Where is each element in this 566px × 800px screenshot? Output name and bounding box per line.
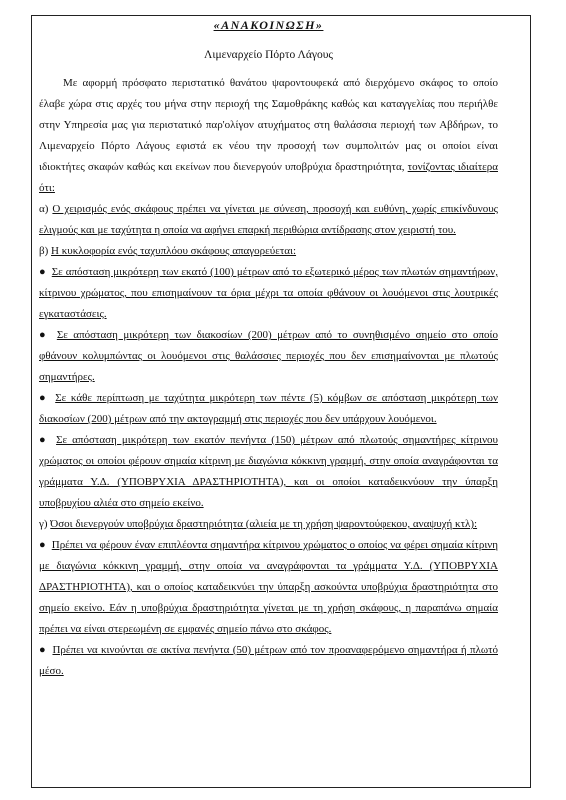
document-title: «ΑΝΑΚΟΙΝΩΣΗ» [213, 18, 324, 32]
bullet-icon: ● [39, 539, 46, 551]
item-a [39, 199, 498, 241]
b-bullet-3-text: Σε κάθε περίπτωση με ταχύτητα μικρότερη των πέντε (5) κόμβων σε απόσταση μικρότερη των διακοσίων (200) μέτρων από την ακτογραμμή στις περιοχές που δεν υπάρχουν λουόμενοι. [39, 392, 498, 425]
c-bullet-1 [39, 535, 498, 640]
item-b [39, 241, 498, 262]
b-bullet-4-text: Σε απόσταση μικρότερη των εκατόν πενήντα (150) μέτρων από πλωτούς σημαντήρες κίτρινου χρώματος οι οποίοι φέρουν σημαία κίτρινη με διαγώνια κόκκινη γραμμή, στην οποία αναγράφονται τα γράμματα Υ.Δ. (ΥΠΟΒΡΥΧΙΑ ΔΡΑΣΤΗΡΙΟΤΗΤΑ), και οι οποίοι καταδεικνύουν την ύπαρξη υποβρυχίου αλιέα στο σημείο εκείνο. [39, 434, 498, 509]
item-c-label: γ) [39, 518, 48, 530]
c-bullet-2 [39, 640, 498, 682]
b-bullet-1-text: Σε απόσταση μικρότερη των εκατό (100) μέτρων από το εξωτερικό μέρος των πλωτών σημαντήρων, κίτρινου χρώματος, που επισημαίνουν τα όρια μέχρι τα οποία φθάνουν οι λουόμενοι στις λουτρικές εγκαταστάσεις. [39, 266, 498, 320]
b-bullet-4 [39, 430, 498, 514]
item-a-label: α) [39, 203, 49, 215]
intro-paragraph [39, 73, 498, 199]
item-b-label: β) [39, 245, 49, 257]
b-bullet-2-text: Σε απόσταση μικρότερη των διακοσίων (200) μέτρων από το συνηθισμένο σημείο στο οποίο φθάνουν κολυμπώντας οι λουόμενοι στις θαλάσσιες περιοχές που δεν επισημαίνονται με πλωτούς σημαντήρες. [39, 329, 499, 383]
item-c-text: Όσοι διενεργούν υποβρύχια δραστηριότητα (αλιεία με τη χρήση ψαροντούφεκου, αναψυχή κτλ): [50, 518, 478, 530]
c-bullet-1-text: Πρέπει να φέρουν έναν επιπλέοντα σημαντήρα κίτρινου χρώματος ο οποίος να φέρει σημαία κίτρινη με διαγώνια κόκκινη γραμμή, στην οποία να αναγράφονται τα γράμματα Υ.Δ. (ΥΠΟΒΡΥΧΙΑ ΔΡΑΣΤΗΡΙΟΤΗΤΑ), και ο οποίος καταδεικνύει την ύπαρξη ασκούντα υποβρύχια δραστηριότητα στο σημείο εκείνο. Εάν η υποβρύχια δραστηριότητα γίνεται με τη χρήση σκάφους, η παραπάνω σημαία πρέπει να είναι στερεωμένη σε εμφανές σημείο πάνω στο σκάφος. [39, 539, 499, 635]
bullet-icon: ● [39, 644, 47, 656]
item-a-text: Ο χειρισμός ενός σκάφους πρέπει να γίνεται με σύνεση, προσοχή και ευθύνη, χωρίς επικίνδυνους ελιγμούς και με ταχύτητα η οποία να αφήνει επαρκή περιθώρια αντίδρασης στον χειριστή του. [39, 203, 498, 236]
item-b-text: Η κυκλοφορία ενός ταχυπλόου σκάφους απαγορεύεται: [51, 245, 297, 257]
c-bullet-2-text: Πρέπει να κινούνται σε ακτίνα πενήντα (50) μέτρων από τον προαναφερόμενο σημαντήρα ή πλωτό μέσο. [39, 644, 498, 677]
item-c [39, 514, 498, 535]
bullet-icon: ● [39, 266, 46, 278]
intro-emphasis: τονίζοντας ιδιαίτερα ότι: [39, 161, 498, 194]
b-bullet-2 [39, 325, 498, 388]
bullet-icon: ● [39, 434, 48, 446]
bullet-icon: ● [39, 329, 49, 341]
bullet-icon: ● [39, 392, 48, 404]
document-subtitle: Λιμεναρχείο Πόρτο Λάγους [204, 49, 333, 61]
b-bullet-3 [39, 388, 498, 430]
intro-text: Με αφορμή πρόσφατο περιστατικό θανάτου ψαροντουφεκά από διερχόμενο σκάφος το οποίο έλαβε χώρα στις αρχές του μήνα στην περιοχή της Σαμοθράκης καθώς και καταγγελίας που περιήλθε στην Υπηρεσία μας για περιστατικό παρ'ολίγον ατυχήματος στη θαλάσσια περιοχή των Αβδήρων, το Λιμεναρχείο Πόρτο Λάγους εφιστά εκ νέου την προσοχή των συμπολιτών μας οι οποίοι είναι ιδιοκτήτες σκαφών καθώς και εκείνων που διενεργούν υποβρύχια δραστηριότητα, [39, 77, 498, 173]
document-body [39, 17, 498, 682]
b-bullet-1 [39, 262, 498, 325]
